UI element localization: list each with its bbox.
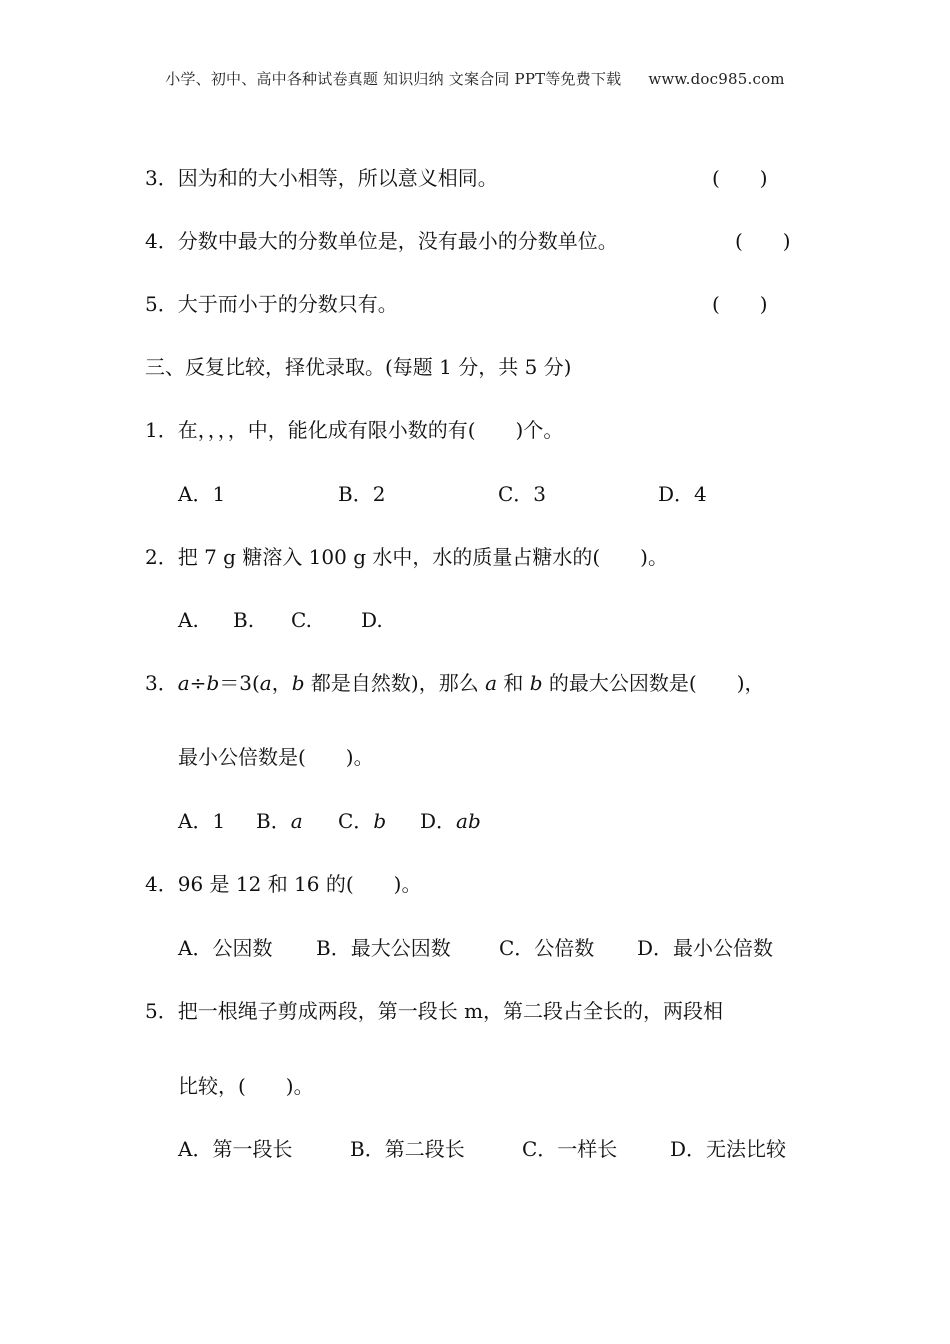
option-a: A.: [178, 608, 199, 632]
page-header: [0, 68, 950, 89]
judgement-item-5: 5．大于而小于的分数只有。: [145, 292, 398, 316]
question-2-options: [178, 607, 383, 633]
question-5-stem: 5．把一根绳子剪成两段，第一段长 m，第二段占全长的，两段相: [145, 999, 724, 1023]
header-text: 小学、初中、高中各种试卷真题 知识归纳 文案合同 PPT等免费下载: [165, 70, 622, 88]
option-c: C．一样长: [522, 1137, 618, 1161]
option-c: C．b: [338, 809, 387, 833]
judgement-item-4: 4．分数中最大的分数单位是，没有最小的分数单位。: [145, 229, 618, 253]
question-3-options: [178, 808, 481, 834]
option-c: C．3: [498, 482, 547, 506]
option-b: B．2: [338, 482, 386, 506]
judgement-mark-4: ( ): [735, 229, 791, 253]
question-1-options: [178, 481, 707, 507]
question-4-stem: 4．96 是 12 和 16 的( )。: [145, 872, 422, 896]
option-a: A．1: [178, 482, 226, 506]
judgement-item-3: 3．因为和的大小相等，所以意义相同。: [145, 166, 498, 190]
question-5-options: [178, 1136, 786, 1162]
option-d: D.: [361, 608, 383, 632]
option-b: B．最大公因数: [316, 936, 451, 960]
question-3-stem: 3．a÷b＝3(a，b 都是自然数)，那么 a 和 b 的最大公因数是( )，: [145, 671, 765, 695]
judgement-mark-5: ( ): [712, 292, 768, 316]
option-a: A．第一段长: [178, 1137, 293, 1161]
question-3-continuation: 最小公倍数是( )。: [178, 745, 374, 769]
option-c: C.: [291, 608, 312, 632]
question-1-stem: 1．在，，，，中，能化成有限小数的有( )个。: [145, 418, 564, 442]
judgement-mark-3: ( ): [712, 166, 768, 190]
header-url: www.doc985.com: [648, 70, 785, 88]
option-d: D．最小公倍数: [637, 936, 774, 960]
option-a: A．1: [178, 809, 226, 833]
option-d: D．ab: [420, 809, 481, 833]
option-b: B．第二段长: [350, 1137, 465, 1161]
section-title: 三、反复比较，择优录取。(每题 1 分，共 5 分): [145, 355, 572, 379]
option-c: C．公倍数: [499, 936, 595, 960]
question-4-options: [178, 935, 773, 961]
option-b: B.: [233, 608, 255, 632]
option-d: D．4: [658, 482, 707, 506]
question-2-stem: 2．把 7 g 糖溶入 100 g 水中，水的质量占糖水的( )。: [145, 545, 668, 569]
question-5-continuation: 比较，( )。: [178, 1074, 314, 1098]
option-a: A．公因数: [178, 936, 273, 960]
option-b: B．a: [256, 809, 303, 833]
option-d: D．无法比较: [670, 1137, 787, 1161]
